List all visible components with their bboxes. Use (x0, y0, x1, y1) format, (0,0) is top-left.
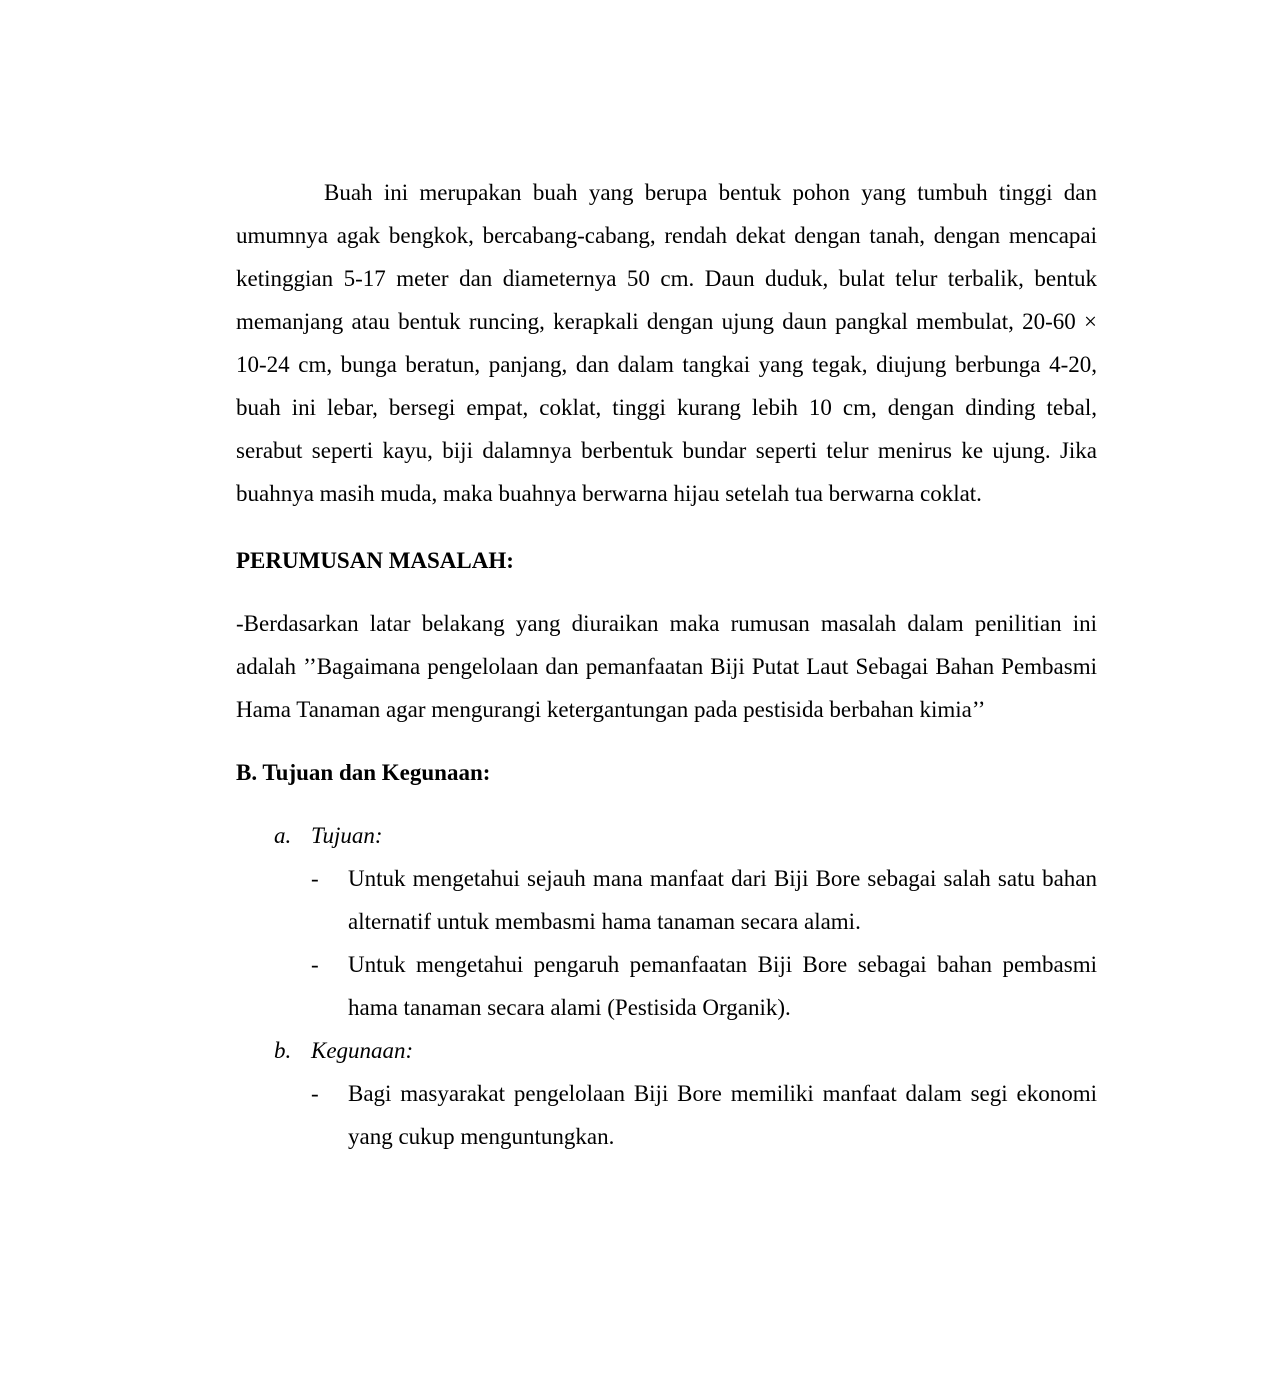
tujuan-item-2: Untuk mengetahui pengaruh pemanfaatan Biji Bore sebagai bahan pembasmi hama tanaman secara alami (Pestisida Organik). (348, 952, 1097, 1020)
problem-statement: -Berdasarkan latar belakang yang diuraikan maka rumusan masalah dalam penilitian ini adalah ’’Bagaimana pengelolaan dan pemanfaatan Biji Putat Laut Sebagai Bahan Pembasmi Hama Tanaman agar mengurangi ketergantungan pada pestisida berbahan kimia’’ (236, 611, 1097, 722)
tujuan-label: Tujuan: (311, 823, 383, 848)
tujuan-item-1: Untuk mengetahui sejauh mana manfaat dari Biji Bore sebagai salah satu bahan alternatif untuk membasmi hama tanaman secara alami. (348, 866, 1097, 934)
kegunaan-marker: b. (274, 1038, 292, 1063)
kegunaan-label: Kegunaan: (311, 1038, 414, 1063)
intro-paragraph: Buah ini merupakan buah yang berupa bentuk pohon yang tumbuh tinggi dan umumnya agak bengkok, bercabang-cabang, rendah dekat dengan tanah, dengan mencapai ketinggian 5-17 meter dan diameternya 50 cm. Daun duduk, bulat telur terbalik, bentuk memanjang atau bentuk runcing, kerapkali dengan ujung daun pangkal membulat, 20-60 × 10-24 cm, bunga beratun, panjang, dan dalam tangkai yang tegak, diujung berbunga 4-20, buah ini lebar, bersegi empat, coklat, tinggi kurang lebih 10 cm, dengan dinding tebal, serabut seperti kayu, biji dalamnya berbentuk bundar seperti telur menirus ke ujung. Jika buahnya masih muda, maka buahnya berwarna hijau setelah tua berwarna coklat. (236, 180, 1097, 506)
list-item (236, 943, 1097, 1029)
tujuan-marker: a. (274, 823, 292, 848)
list-item (236, 857, 1097, 943)
goals-heading: B. Tujuan dan Kegunaan: (236, 760, 491, 785)
bullet-dash: - (311, 1081, 319, 1106)
problem-heading: PERUMUSAN MASALAH: (236, 548, 514, 573)
list-item (236, 1072, 1097, 1158)
tujuan-subheading (236, 814, 1097, 857)
bullet-dash: - (311, 866, 319, 891)
document-body (236, 171, 1097, 1158)
bullet-dash: - (311, 952, 319, 977)
kegunaan-item-1: Bagi masyarakat pengelolaan Biji Bore memiliki manfaat dalam segi ekonomi yang cukup menguntungkan. (348, 1081, 1097, 1149)
kegunaan-subheading (236, 1029, 1097, 1072)
